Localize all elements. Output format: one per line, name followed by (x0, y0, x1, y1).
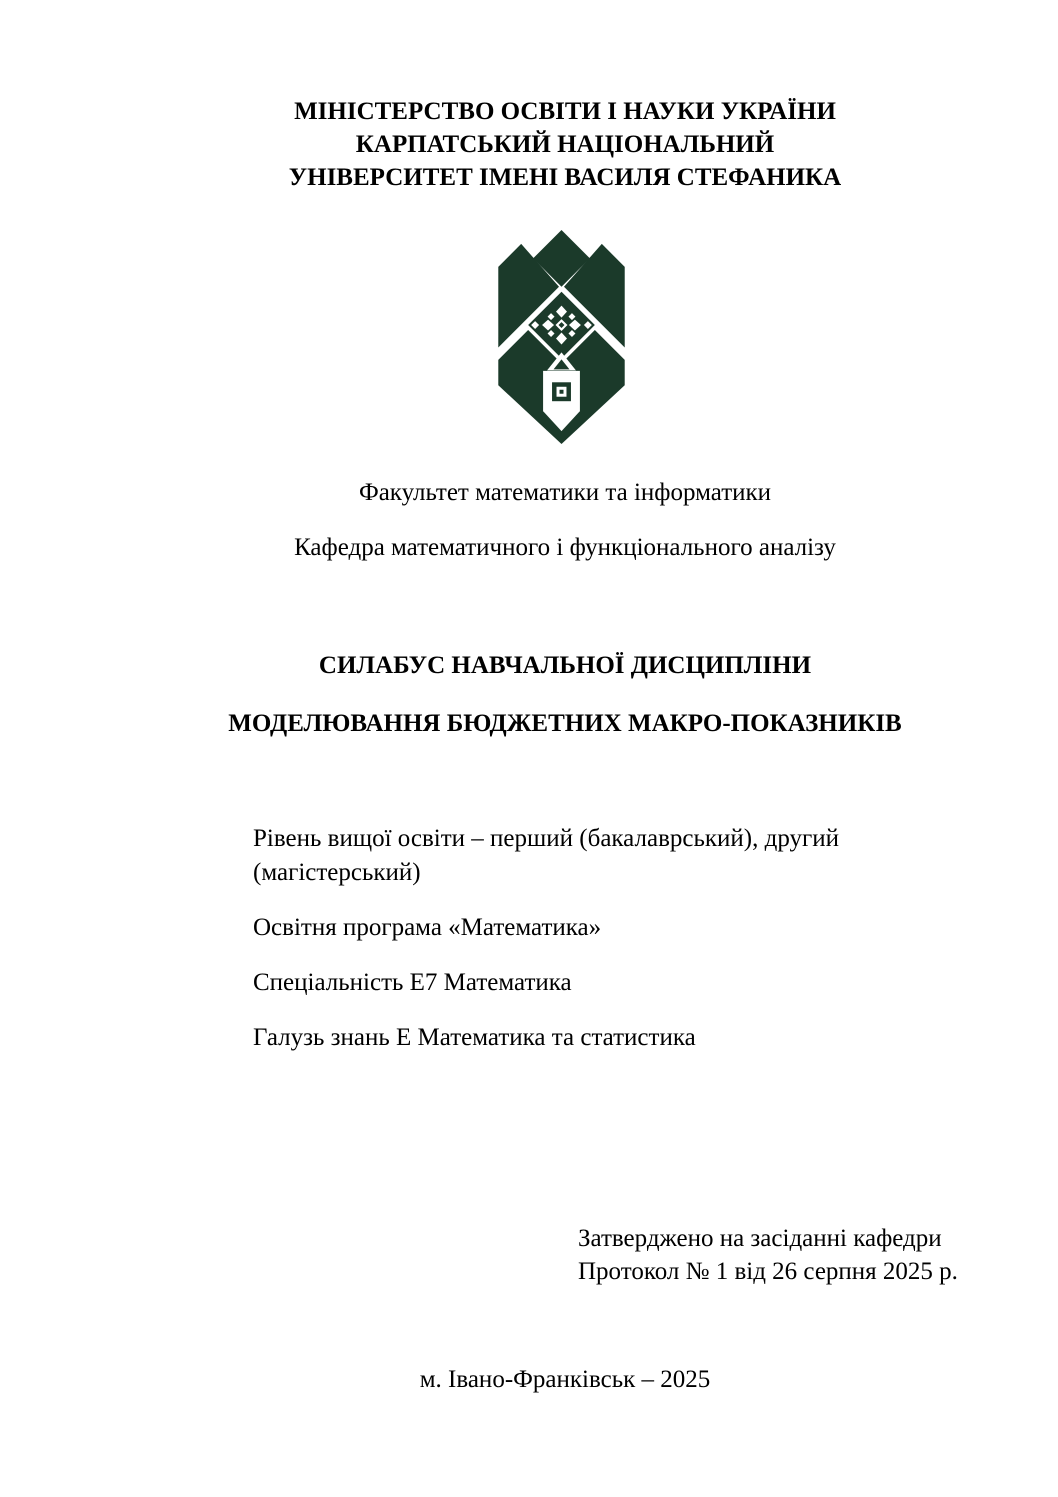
ministry-line: МІНІСТЕРСТВО ОСВІТИ І НАУКИ УКРАЇНИ (294, 98, 836, 125)
education-level-line-2: (магістерський) (253, 859, 421, 886)
city-year-line: м. Івано-Франківськ – 2025 (419, 1366, 711, 1393)
syllabus-title: СИЛАБУС НАВЧАЛЬНОЇ ДИСЦИПЛІНИ (318, 652, 812, 679)
education-program: Освітня програма «Математика» (253, 914, 602, 941)
approval-line-2: Протокол № 1 від 26 серпня 2025 р. (578, 1258, 958, 1285)
approval-line-1: Затверджено на засіданні кафедри (578, 1225, 942, 1252)
course-title: МОДЕЛЮВАННЯ БЮДЖЕТНИХ МАКРО-ПОКАЗНИКІВ (228, 710, 902, 737)
faculty-name: Факультет математики та інформатики (358, 479, 772, 506)
field-of-knowledge: Галузь знань Е Математика та статистика (253, 1024, 696, 1051)
university-name-line-1: КАРПАТСЬКИЙ НАЦІОНАЛЬНИЙ (355, 131, 775, 158)
department-name: Кафедра математичного і функціонального аналізу (294, 534, 836, 561)
education-level (253, 822, 893, 890)
university-name-line-2: УНІВЕРСИТЕТ ІМЕНІ ВАСИЛЯ СТЕФАНИКА (288, 164, 842, 191)
approval-note (578, 1222, 958, 1288)
university-header (100, 95, 1030, 194)
specialty: Спеціальність Е7 Математика (253, 969, 572, 996)
education-level-line-1: Рівень вищої освіти – перший (бакалаврський), другий (253, 825, 839, 852)
university-logo (498, 228, 625, 445)
course-details (253, 822, 893, 1076)
university-emblem-icon (498, 228, 625, 445)
